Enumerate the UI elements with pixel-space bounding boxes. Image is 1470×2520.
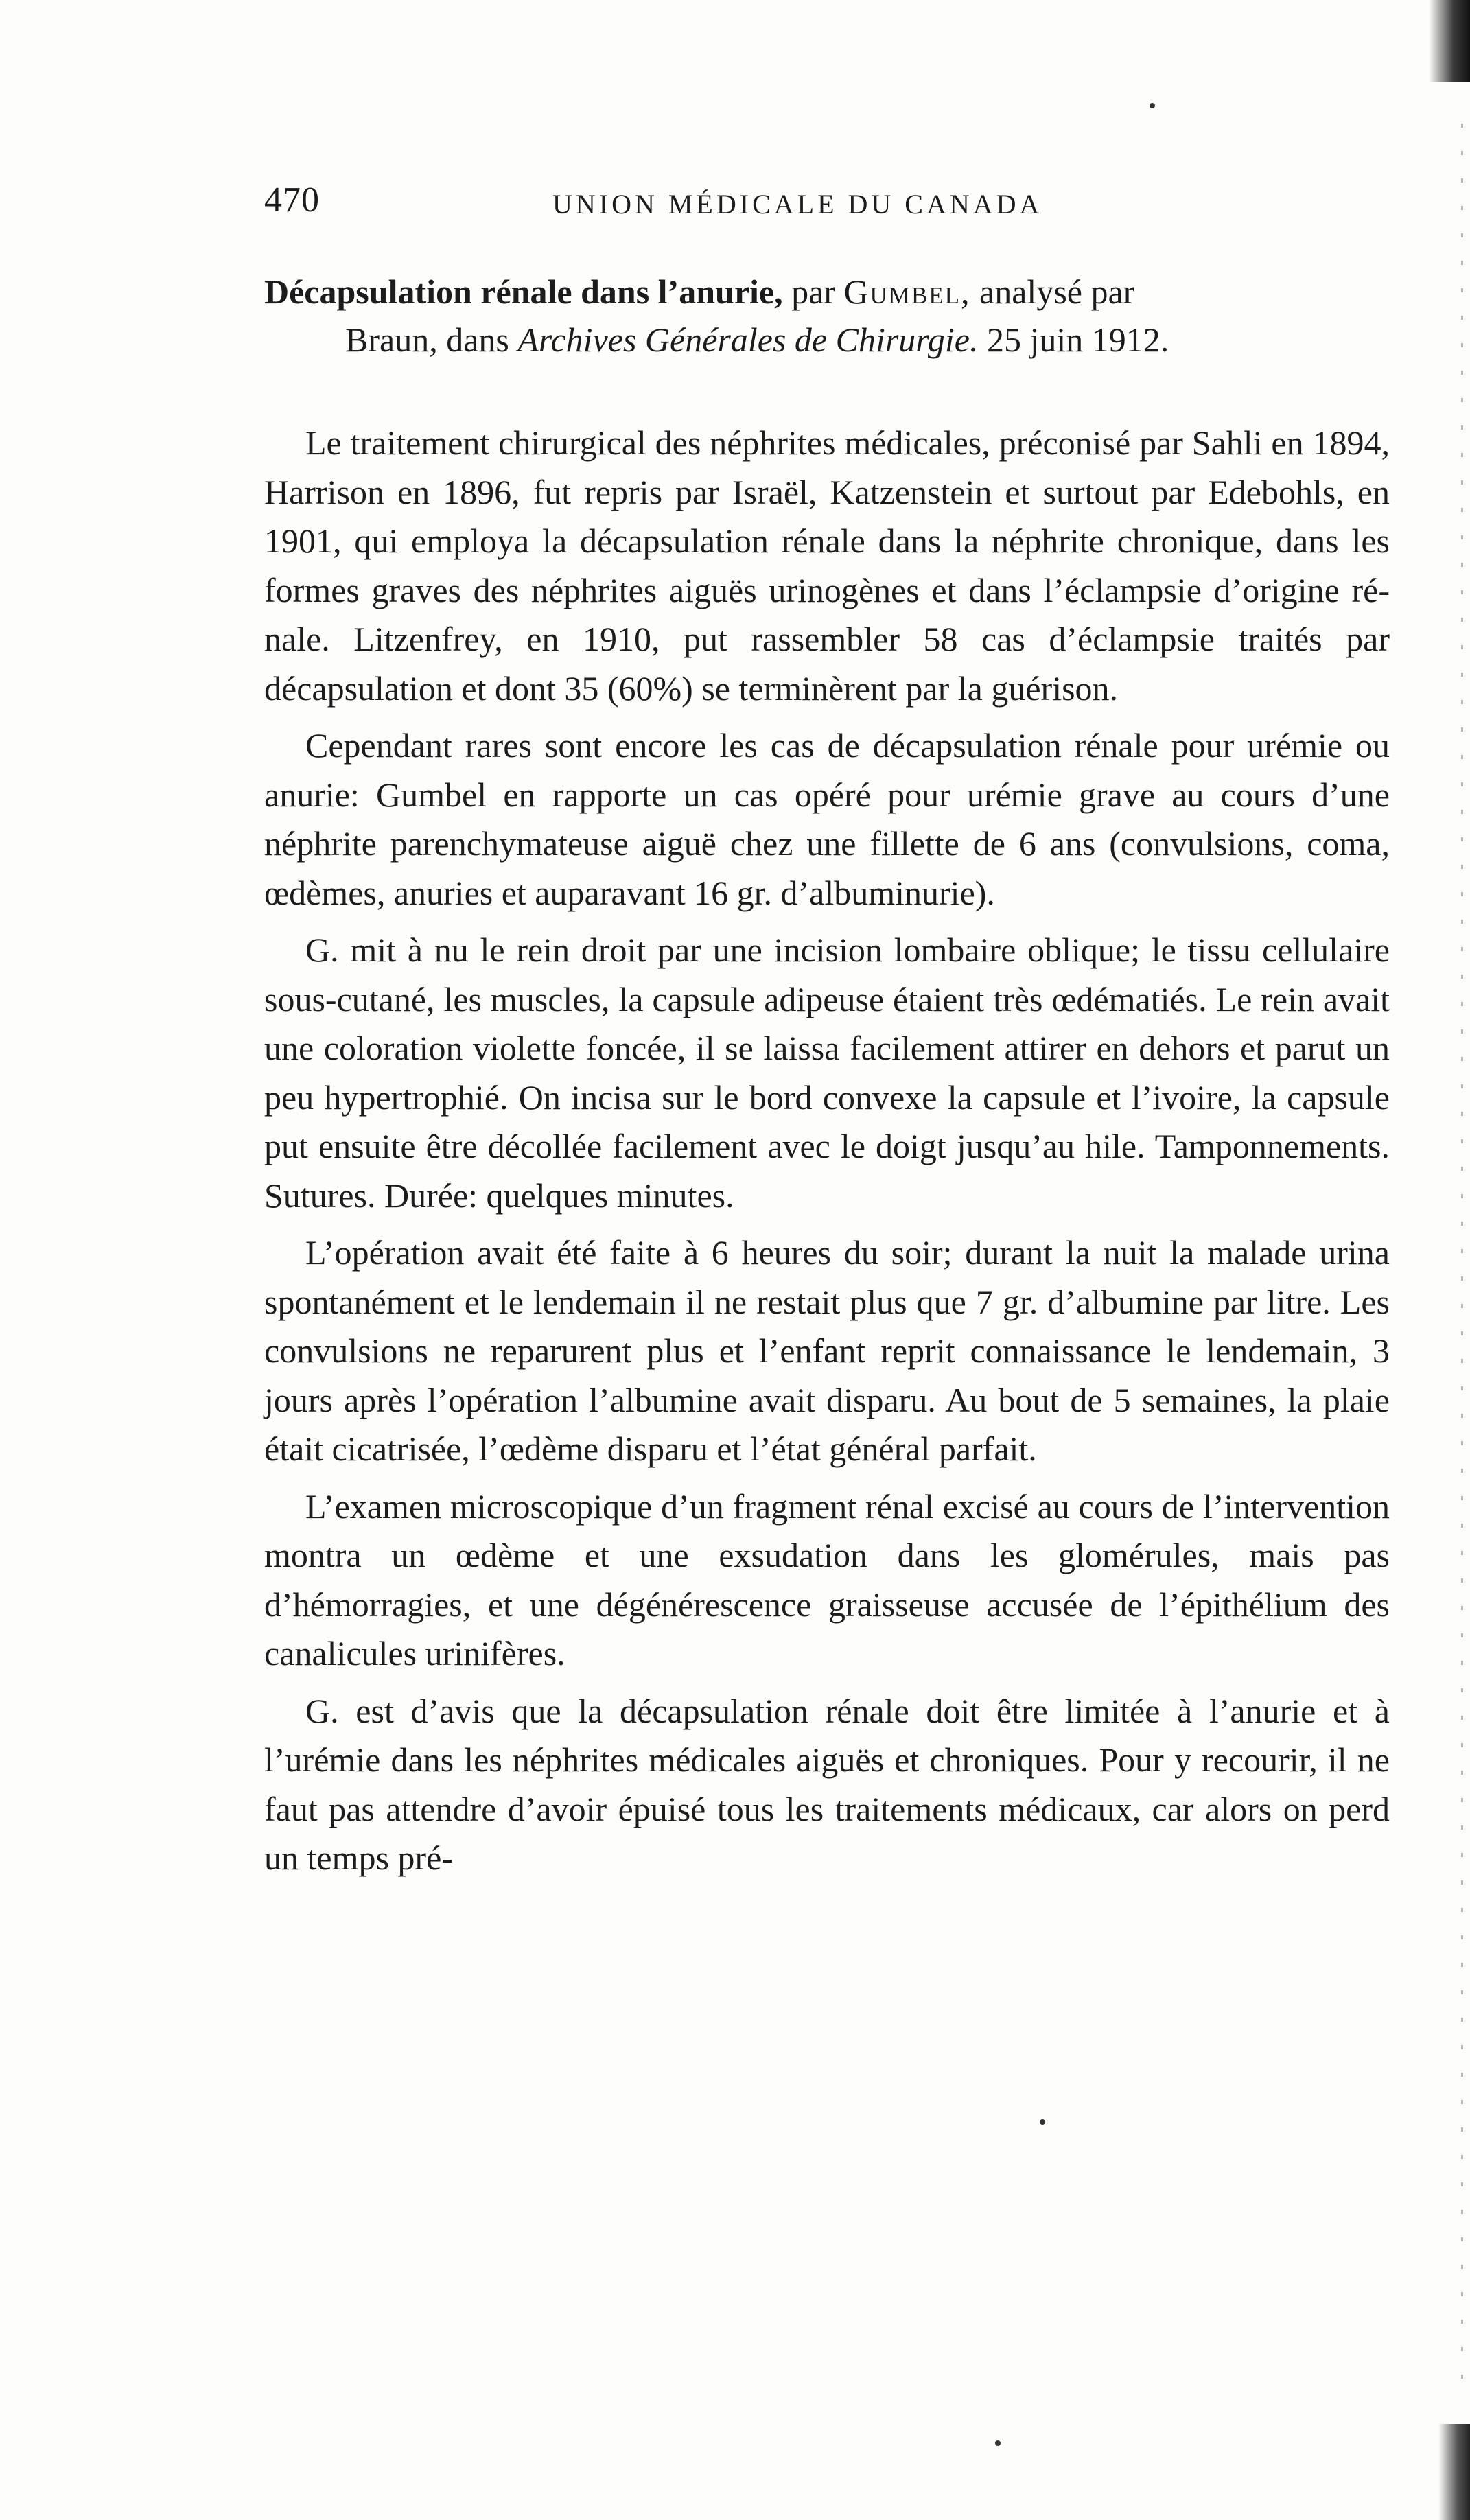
article-date: 25 juin 1912. <box>987 320 1169 359</box>
article-by: par <box>791 272 835 311</box>
article-heading <box>264 268 1390 364</box>
scan-edge-shadow-top <box>1429 0 1470 82</box>
page-header <box>264 180 1390 235</box>
paragraph: G. mit à nu le rein droit par une incision lombaire oblique; le tissu cellulaire sous-cutané, les muscles, la capsule adipeuse étaient très œdématiés. Le rein avait une coloration violette foncée, il se laissa facilement attirer en dehors et parut un peu hypertrophié. On incisa sur le bord convexe la capsule et l’ivoire, la capsule put ensuite être décollée facilement avec le doigt jusqu’au hile. Tamponnements. Sutures. Durée: quelques minutes. <box>264 931 1390 1215</box>
article-source-prefix: Braun, dans <box>345 320 509 359</box>
scan-edge-line <box>1461 124 1463 2388</box>
paragraph: G. est d’avis que la décapsulation rénale doit être limitée à l’anurie et à l’urémie dans les néphrites médicales aiguës et chroniques. Pour y recourir, il ne faut pas attendre d’avoir épuisé tous les traitements médicaux, car alors on perd un temps pré- <box>264 1691 1390 1877</box>
article-analyzed: analysé par <box>979 272 1135 311</box>
article-author: Gumbel, <box>843 272 971 311</box>
scan-speck <box>1150 103 1155 108</box>
paragraph: Cependant rares sont encore les cas de décapsulation rénale pour urémie ou anurie: Gumbel en rapporte un cas opéré pour urémie grave au cours d’une néphrite parenchymateuse aiguë chez une fillette de 6 ans (convulsions, coma, œdèmes, anuries et auparavant 16 gr. d’albuminurie). <box>264 726 1390 912</box>
running-title: UNION MÉDICALE DU CANADA <box>552 189 1043 220</box>
article-title: Décapsulation rénale dans l’anurie, <box>264 272 783 311</box>
article-body <box>264 419 1390 1883</box>
paragraph: L’examen microscopique d’un fragment rénal excisé au cours de l’intervention montra un œdème et une exsudation dans les glomérules, mais pas d’hémorragies, et une dégénérescence graisseuse accusée de l’épithélium des canalicules urinifères. <box>264 1486 1390 1672</box>
page-number: 470 <box>264 180 320 220</box>
article <box>264 268 1390 1891</box>
paragraph: L’opération avait été faite à 6 heures du soir; durant la nuit la malade urina spontanément et le lendemain il ne restait plus que 7 gr. d’albumine par litre. Les convulsions ne reparurent plus et l’enfant reprit connaissance le lendemain, 3 jours après l’opération l’albumine avait disparu. Au bout de 5 semaines, la plaie était cicatrisée, l’œdème disparu et l’état général parfait. <box>264 1233 1390 1468</box>
scan-edge-shadow-bottom <box>1438 2424 1470 2520</box>
article-journal: Archives Générales de Chirurgie. <box>517 320 979 359</box>
paragraph: Le traitement chirurgical des néphrites médicales, préconisé par Sahli en 1894, Harrison en 1896, fut repris par Israël, Katzenstein et surtout par Edebohls, en 1901, qui employa la décapsulation rénale dans la néphrite chronique, dans les formes graves des néphrites aiguës urinogènes et dans l’éclampsie d’origine rénale. Litzenfrey, en 1910, put rassembler 58 cas d’éclampsie traités par décapsulation et dont 35 (60%) se terminèrent par la guérison. <box>264 423 1390 708</box>
scan-speck <box>995 2440 1001 2446</box>
article-source-line <box>264 316 1390 364</box>
scan-speck <box>1040 2119 1045 2125</box>
